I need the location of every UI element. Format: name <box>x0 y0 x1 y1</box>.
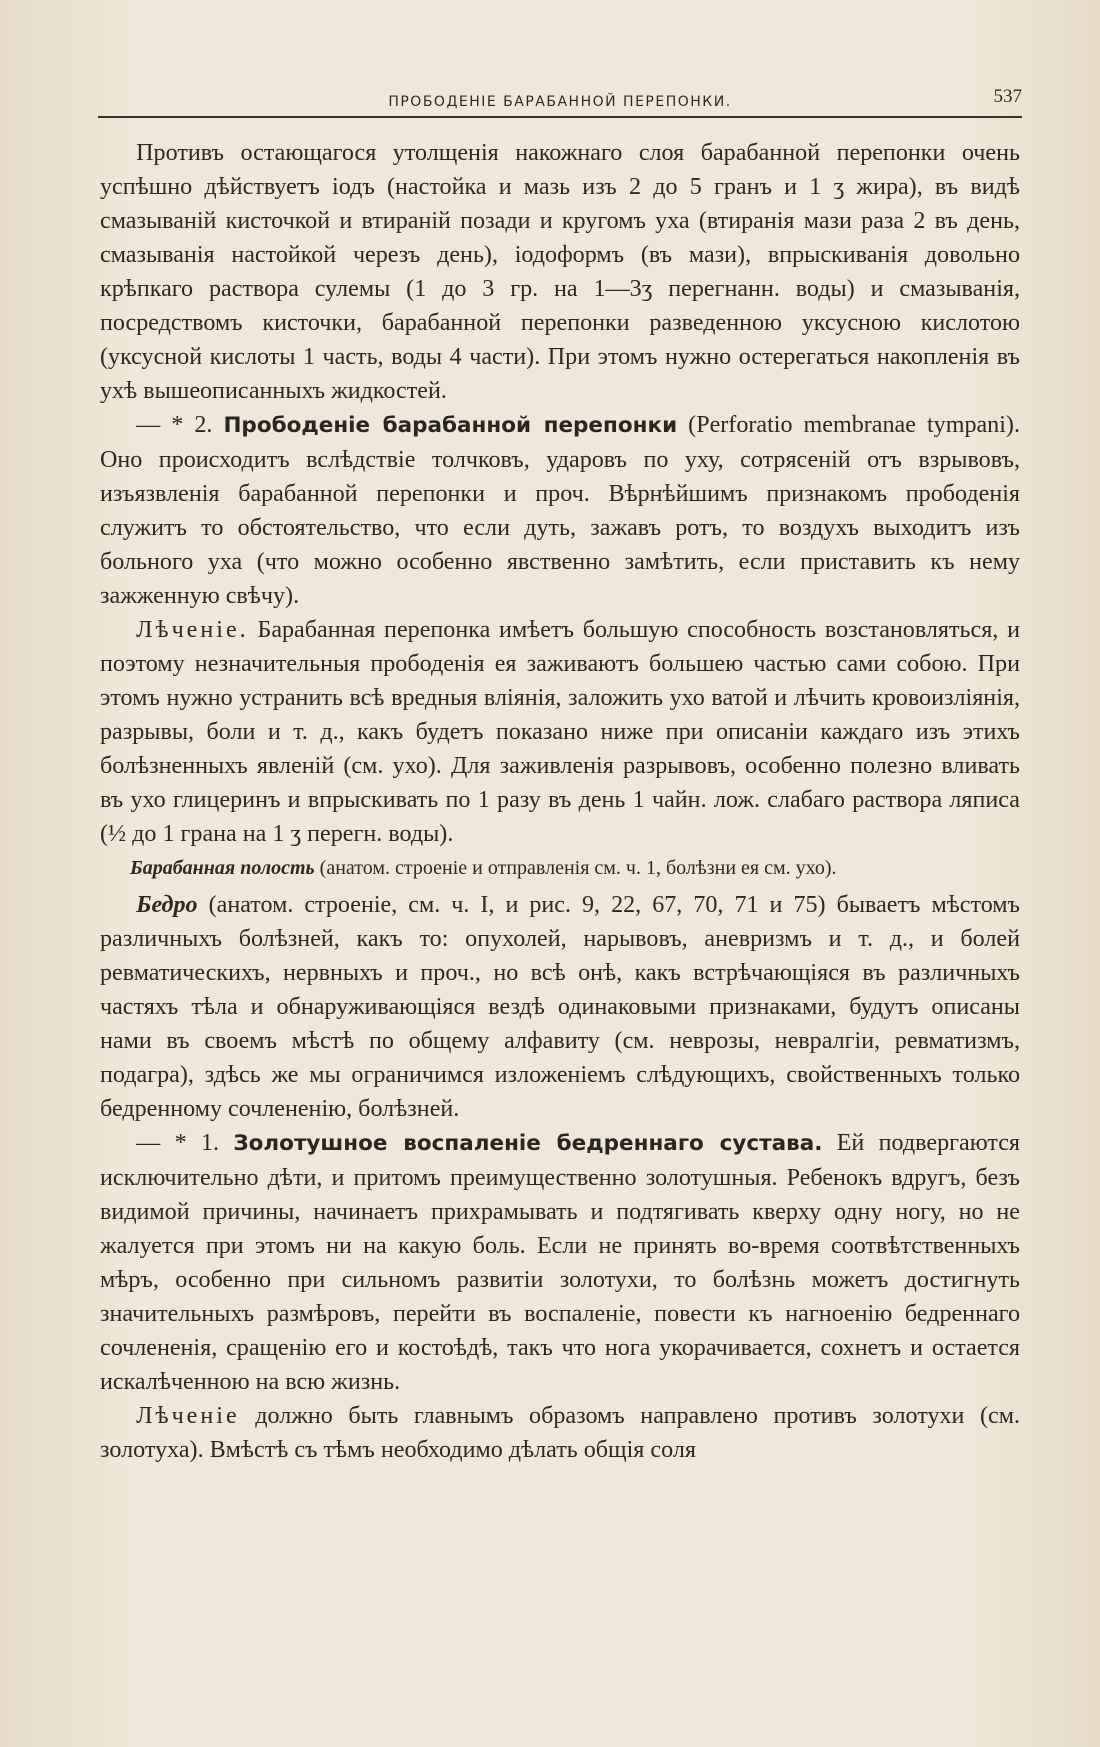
treatment-label: Лѣченіе <box>136 1403 240 1429</box>
entry-text: (анатом. строеніе и отправленія см. ч. 1, болѣзни ея см. ухо). <box>319 857 837 879</box>
paragraph-text: должно быть главнымъ образомъ направлено противъ золотухи (см. золотуха). Вмѣстѣ съ тѣмъ необходимо дѣлать общія соля <box>100 1403 1020 1463</box>
running-head <box>98 86 1022 118</box>
paragraph-iodine-treatment: Противъ остающагося утолщенія накожнаго слоя барабанной перепонки очень успѣшно дѣйствуетъ іодъ (настойка и мазь изъ 2 до 5 гранъ и 1 ʒ жира), въ видѣ смазываній кисточкой и втираній позади и кругомъ уха (втиранія мази раза 2 въ день, смазыванія настойкой черезъ день), іодоформъ (въ мази), впрыскиванія довольно крѣпкаго раствора сулемы (1 до 3 гр. на 1—3ʒ перегнанн. воды) и смазыванія, посредствомъ кисточки, барабанной перепонки разведенною уксусною кислотою (уксусной кислоты 1 часть, воды 4 части). При этомъ нужно остерегаться накопленія въ ухѣ вышеописанныхъ жидкостей. <box>100 140 1020 404</box>
section-heading-perforation: Прободеніе барабанной перепонки <box>223 413 678 438</box>
entry-term: Бедро <box>136 892 198 918</box>
section-number: — * 1. <box>136 1130 220 1156</box>
section-number: — * 2. <box>136 412 213 438</box>
paragraph-treatment-perforation <box>100 613 1020 851</box>
treatment-label: Лѣченіе. <box>136 617 249 643</box>
paragraph-text: Ей подвергаются исключительно дѣти, и притомъ преимущественно золотушныя. Ребенокъ вдругъ, безъ видимой причины, начинаетъ прихрамывать и подтягивать кверху одну ногу, но не жалуется при этомъ ни на какую боль. Если не принять во-время соотвѣтственныхъ мѣръ, особенно при сильномъ развитіи золотухи, то болѣзнь можетъ достигнуть значительныхъ размѣровъ, перейти въ воспаленіе, повести къ нагноенію бедреннаго сочлененія, сращенію его и костоѣдѣ, такъ что нога укорачивается, сохнетъ и остается искалѣченною на всю жизнь. <box>100 1130 1021 1395</box>
running-title: ПРОБОДЕНІЕ БАРАБАННОЙ ПЕРЕПОНКИ. <box>388 94 732 110</box>
entry-text: (анатом. строеніе, см. ч. I, и рис. 9, 22, 67, 70, 71 и 75) бываетъ мѣстомъ различныхъ болѣзней, какъ то: опухолей, нарывовъ, аневризмъ и т. д., и болей ревматическихъ, нервныхъ и проч., но всѣ онѣ, какъ встрѣчающіяся въ различныхъ частяхъ тѣла и обнаруживающіяся вездѣ одинаковыми признаками, будутъ описаны нами въ своемъ мѣстѣ по общему алфавиту (см. неврозы, невралгіи, ревматизмъ, подагра), здѣсь же мы ограничимся изложеніемъ слѣдующихъ, свойственныхъ только бедренному сочлененію, болѣзней. <box>100 892 1020 1122</box>
paragraph-perforation <box>100 408 1020 613</box>
paragraph-hip-inflammation <box>100 1126 1020 1399</box>
paragraph-text: Барабанная перепонка имѣетъ большую способность возстановляться, и поэтому незначительныя прободенія ея заживаютъ большею частью сами собою. При этомъ нужно устранить всѣ вредныя вліянія, заложить ухо ватой и лѣчить кровоизліянія, разрывы, боли и т. д., какъ будетъ показано ниже при описаніи каждаго изъ этихъ болѣзненныхъ явленій (см. ухо). Для заживленія разрывовъ, особенно полезно вливать въ ухо глицеринъ и впрыскивать по 1 разу въ день 1 чайн. лож. слабаго раствора ляписа (½ до 1 грана на 1 ʒ перегн. воды). <box>100 617 1020 847</box>
entry-term: Барабанная полость <box>130 857 315 879</box>
page-number: 537 <box>993 86 1022 107</box>
section-heading-hip: Золотушное воспаленіе бедреннаго сустава. <box>233 1131 823 1156</box>
entry-tympanic-cavity <box>100 853 1020 884</box>
paragraph-text: (Perforatio membranae tympani). Оно происходитъ вслѣдствіе толчковъ, ударовъ по уху, сотрясеній отъ взрывовъ, изъязвленія барабанной перепонки и проч. Вѣрнѣйшимъ признакомъ прободенія служитъ то обстоятельство, что если дуть, зажавъ ротъ, то воздухъ выходитъ изъ больного уха (что можно особенно явственно замѣтить, если приставить къ нему зажженную свѣчу). <box>100 412 1020 609</box>
paragraph-treatment-hip <box>100 1399 1020 1467</box>
body-text <box>100 136 1020 1467</box>
entry-thigh <box>100 888 1020 1126</box>
